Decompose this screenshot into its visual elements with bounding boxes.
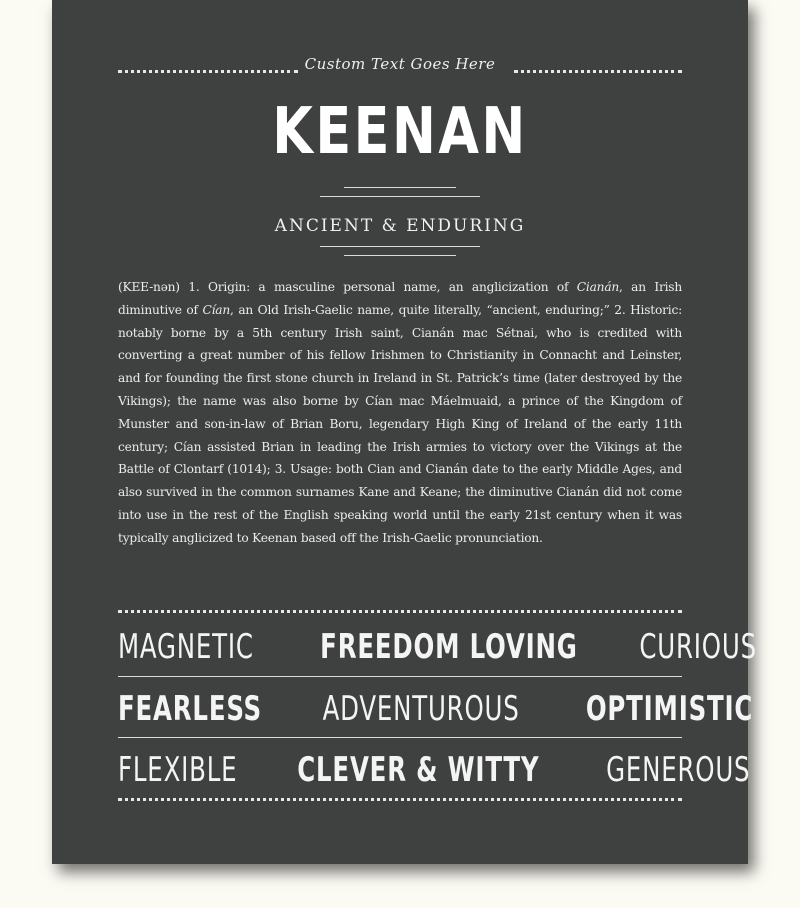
traits-bottom-dotted-rule bbox=[118, 798, 682, 801]
traits-row-3 bbox=[118, 747, 751, 793]
traits-row-1 bbox=[118, 624, 757, 670]
trait-clever-and-witty: CLEVER & WITTY bbox=[297, 750, 540, 790]
definition-italic-cianan: Cianán bbox=[576, 280, 620, 294]
trait-curious: CURIOUS bbox=[638, 627, 757, 667]
traits-divider-1 bbox=[118, 676, 682, 677]
traits-top-dotted-rule bbox=[118, 610, 682, 613]
trait-flexible: FLEXIBLE bbox=[118, 750, 238, 790]
name-underline-1 bbox=[344, 187, 456, 188]
trait-generous: GENEROUS bbox=[606, 750, 751, 790]
definition-text-1: (KEE-nən) 1. Origin: a masculine personal name, an anglicization of bbox=[118, 280, 577, 294]
name-definition bbox=[118, 276, 682, 550]
poster-name: KEENAN bbox=[272, 95, 528, 169]
trait-fearless: FEARLESS bbox=[118, 689, 262, 729]
traits-divider-2 bbox=[118, 737, 682, 738]
trait-optimistic: OPTIMISTIC bbox=[586, 689, 754, 729]
name-poster bbox=[52, 0, 757, 864]
trait-magnetic: MAGNETIC bbox=[118, 627, 254, 667]
definition-text-3: , an Old Irish-Gaelic name, quite literally, “ancient, enduring;” 2. Historic: notably borne by a 5th century Irish saint, Cianán mac Sétnai, who is credited with converting a great number of his fellow Irishmen to Christianity in Connacht and Leinster, and for founding the first stone church in Ireland in St. Patrick’s time (later destroyed by the Vikings); the name was also borne by Cían mac Máelmuaid, a prince of the Kingdom of Munster and son-in-law of Brian Boru, legendary High King of Ireland of the early 11th century; Cían assisted Brian in leading the Irish armies to victory over the Vikings at the Battle of Clontarf (1014); 3. Usage: both Cian and Cianán date to the early Middle Ages, and also survived in the common surnames Kane and Keane; the diminutive Cianán did not come into use in the rest of the English speaking world until the early 21st century when it was typically anglicized to Keenan based off the Irish-Gaelic pronunciation. bbox=[118, 302, 682, 545]
trait-freedom-loving: FREEDOM LOVING bbox=[319, 627, 578, 667]
name-underline-2 bbox=[320, 196, 480, 197]
definition-italic-cian: Cían bbox=[202, 302, 231, 317]
name-meaning: ANCIENT & ENDURING bbox=[274, 216, 526, 236]
custom-text: Custom Text Goes Here bbox=[304, 55, 496, 73]
trait-adventurous: ADVENTUROUS bbox=[322, 689, 520, 729]
definition-text-2: , an Irish diminutive of bbox=[118, 280, 682, 317]
meaning-underline-2 bbox=[344, 255, 456, 256]
traits-row-2 bbox=[118, 686, 754, 732]
meaning-underline-1 bbox=[320, 246, 480, 247]
